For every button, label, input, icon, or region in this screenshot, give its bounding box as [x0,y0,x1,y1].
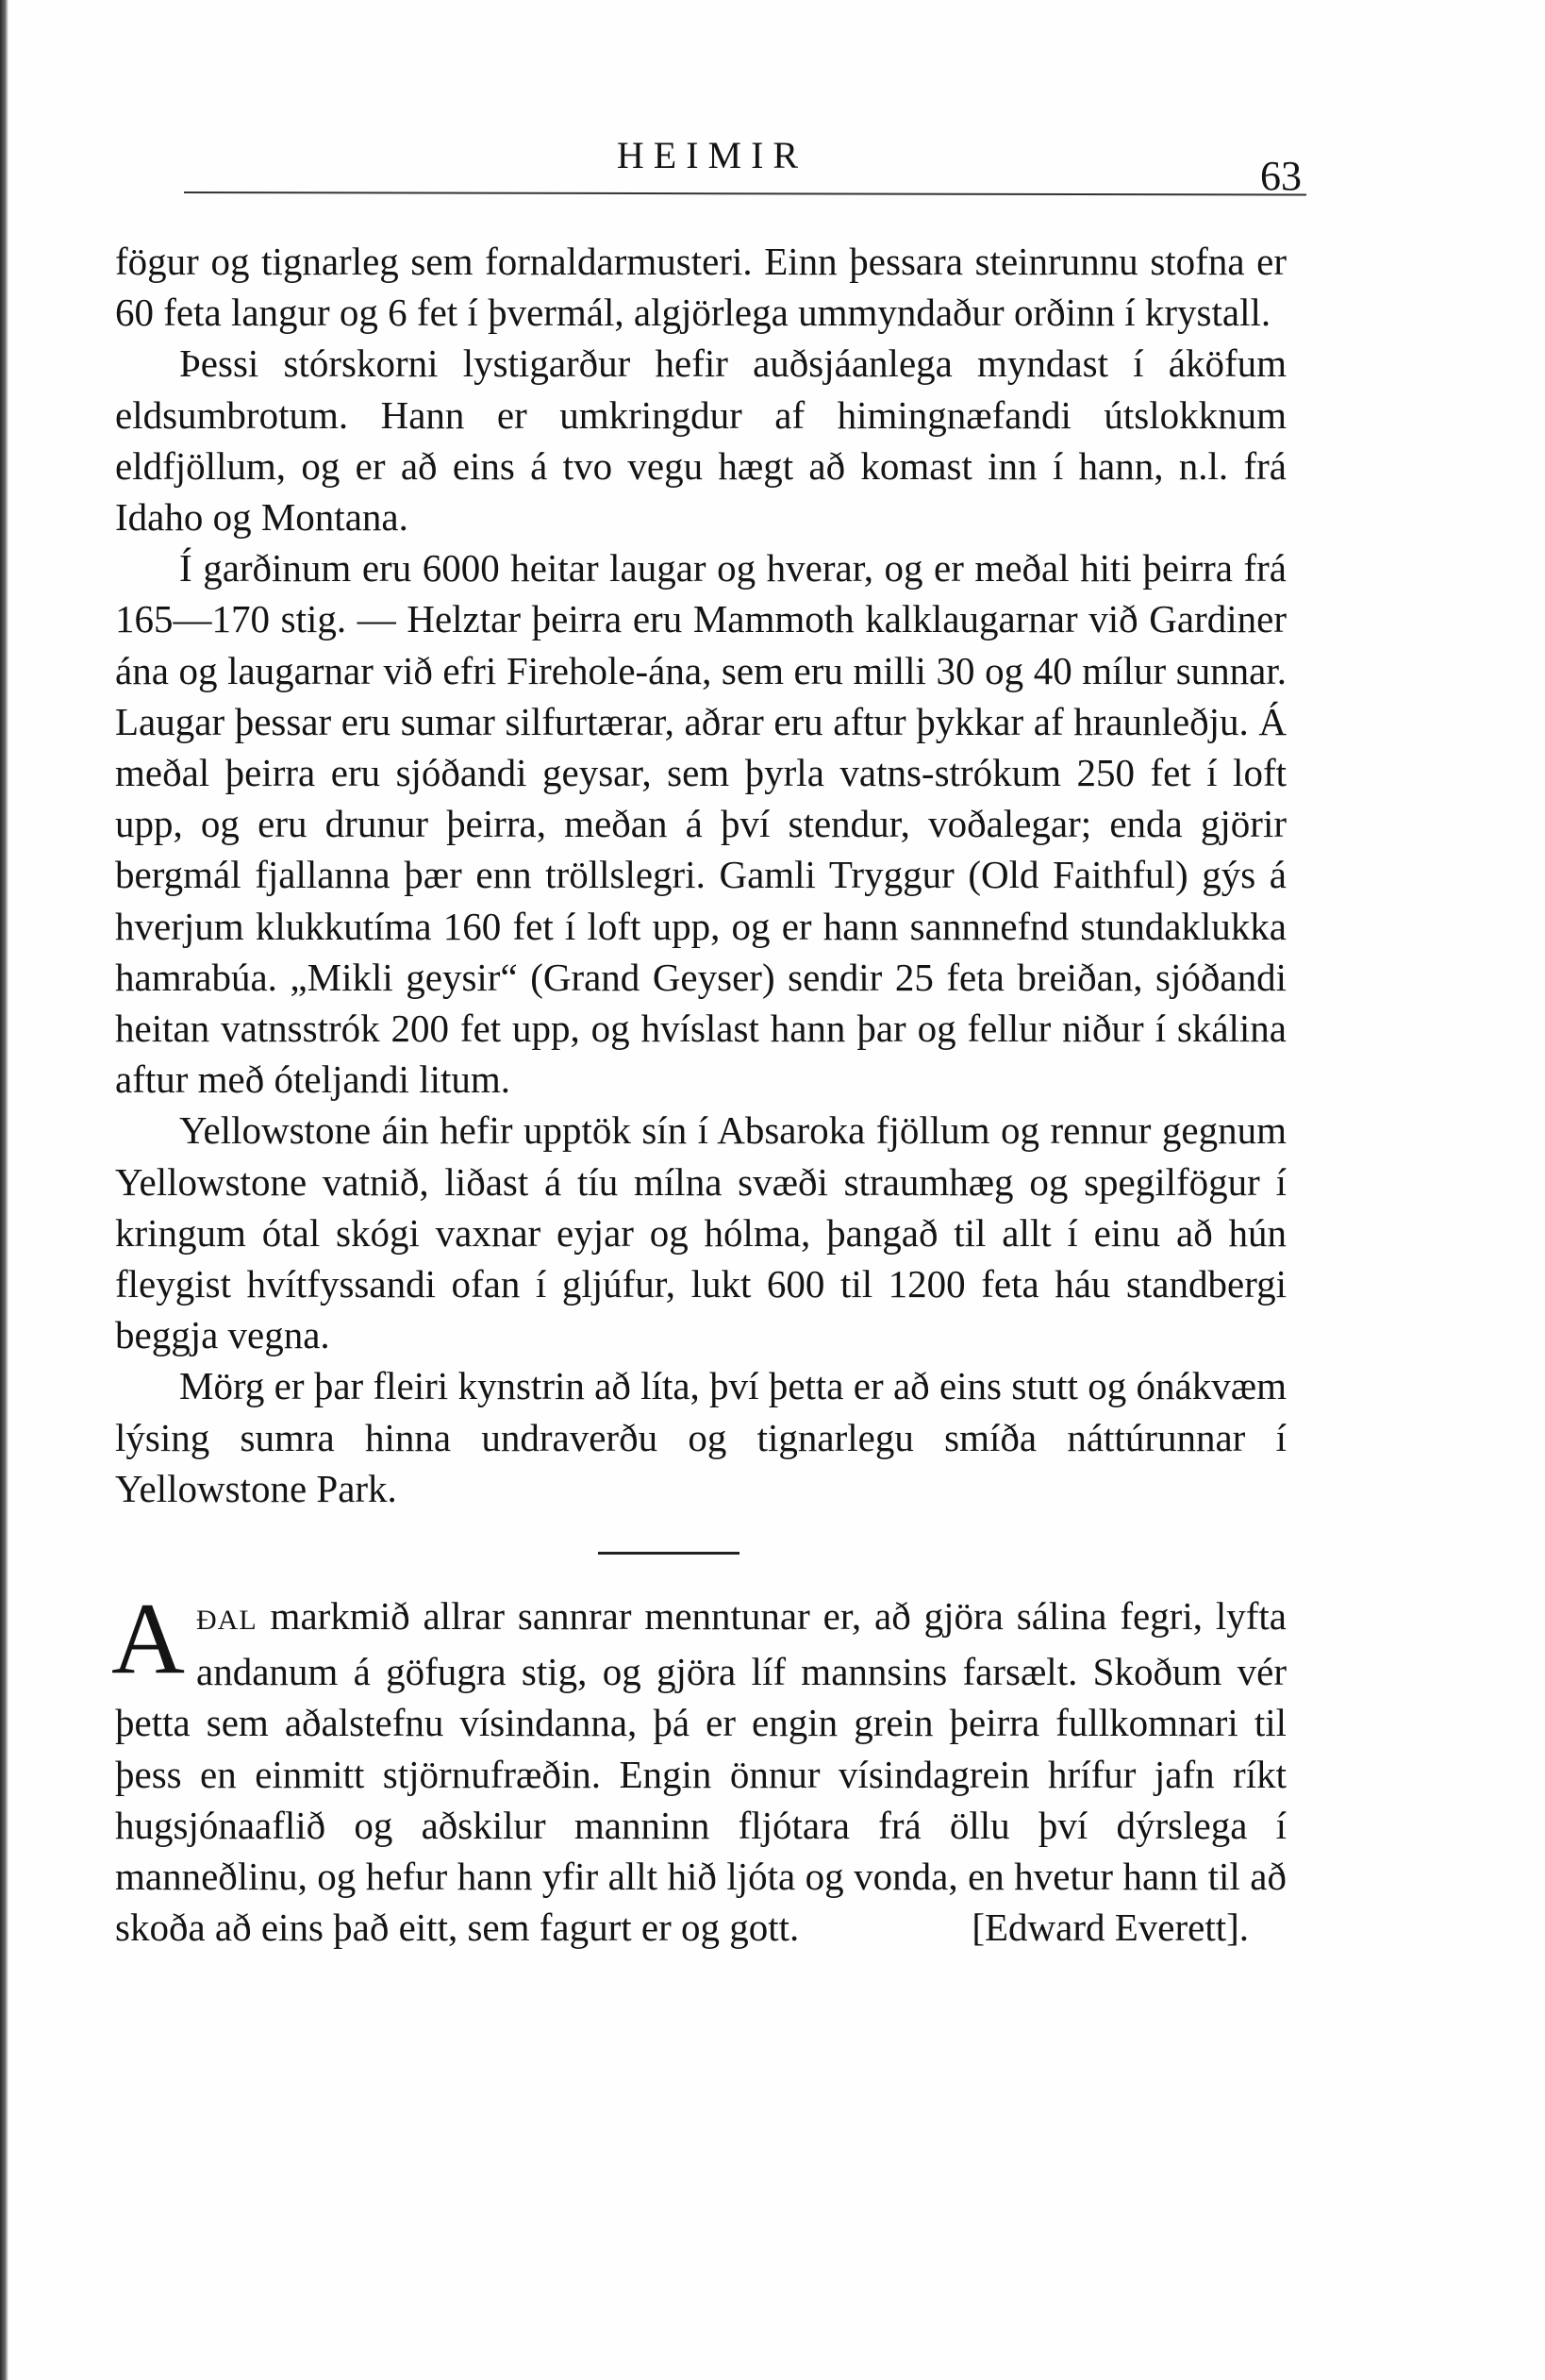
quote-paragraph [111,1583,1287,1953]
drop-cap: A [111,1583,185,1696]
paragraph-3: Í garðinum eru 6000 heitar laugar og hverar, og er meðal hiti þeirra frá 165—170 stig. — Helztar þeirra eru Mammoth kalklaugarnar við Gardiner ána og laugarnar við efri Firehole-ána, sem eru milli 30 og 40 mílur sunnar. Laugar þessar eru sumar silfurtærar, aðrar eru aftur þykkar af hraunleðju. Á meðal þeirra eru sjóðandi geysar, sem þyrla vatns-strókum 250 fet í loft upp, og eru drunur þeirra, meðan á því stendur, voðalegar; enda gjörir bergmál fjallanna þær enn tröllslegri. Gamli Tryggur (Old Faithful) gýs á hverjum klukkutíma 160 fet í loft upp, og er hann sannnefnd stundaklukka hamrabúa. „Mikli geysir“ (Grand Geyser) sendir 25 feta breiðan, sjóðandi heitan vatnsstrók 200 fet upp, og hvíslast hann þar og fellur niður í skálina aftur með óteljandi litum. [115,546,1287,1102]
quote-citation: [Edward Everett]. [972,1906,1249,1950]
running-title: HEIMIR [616,134,808,176]
paragraph-2: Þessi stórskorni lystigarður hefir auðsjáanlega myndast í áköfum eldsumbrotum. Hann er umkringdur af himingnæfandi útslokknum eldfjöllum, og er að eins á tvo vegu hægt að komast inn í hann, n.l. frá Idaho og Montana. [115,341,1287,540]
paragraph-5: Mörg er þar fleiri kynstrin að líta, því þetta er að eins stutt og ónákvæm lýsing sumra hinna undraverðu og tignarlegu smíða náttúrunnar í Yellowstone Park. [115,1364,1287,1510]
page-binding-edge [0,0,8,2380]
paragraph-4: Yellowstone áin hefir upptök sín í Absaroka fjöllum og rennur gegnum Yellowstone vatnið, liðast á tíu mílna svæði straumhæg og spegilfögur í kringum ótal skógi vaxnar eyjar og hólma, þangað til allt í einu að hún fleygist hvítfyssandi ofan í gljúfur, lukt 600 til 1200 feta háu standbergi beggja vegna. [115,1108,1287,1357]
running-header [132,132,1302,199]
main-text [111,236,1287,1954]
quote-smallcaps: ÐAL [196,1605,258,1637]
paragraph-1: fögur og tignarleg sem fornaldarmusteri. Einn þessara steinrunnu stofna er 60 feta langur og 6 fet í þvermál, algjörlega ummyndaður orðinn í krystall. [115,240,1287,335]
section-divider [598,1552,739,1555]
page-number: 63 [1260,153,1302,199]
quote-text: markmið allrar sannrar menntunar er, að gjöra sálina fegri, lyfta andanum á göfugra stig, og gjöra líf mannsins farsælt. Skoðum vér þetta sem aðalstefnu vísindanna, þá er engin grein þeirra fullkomnari til þess en einmitt stjörnufræðin. Engin önnur vísindagrein hrífur jafn ríkt hugsjónaaflið og aðskilur manninn fljótara frá öllu því dýrslega í manneðlinu, og hefur hann yfir allt hið ljóta og vonda, en hvetur hann til að skoða að eins það eitt, sem fagurt er og gott. [115,1594,1287,1950]
